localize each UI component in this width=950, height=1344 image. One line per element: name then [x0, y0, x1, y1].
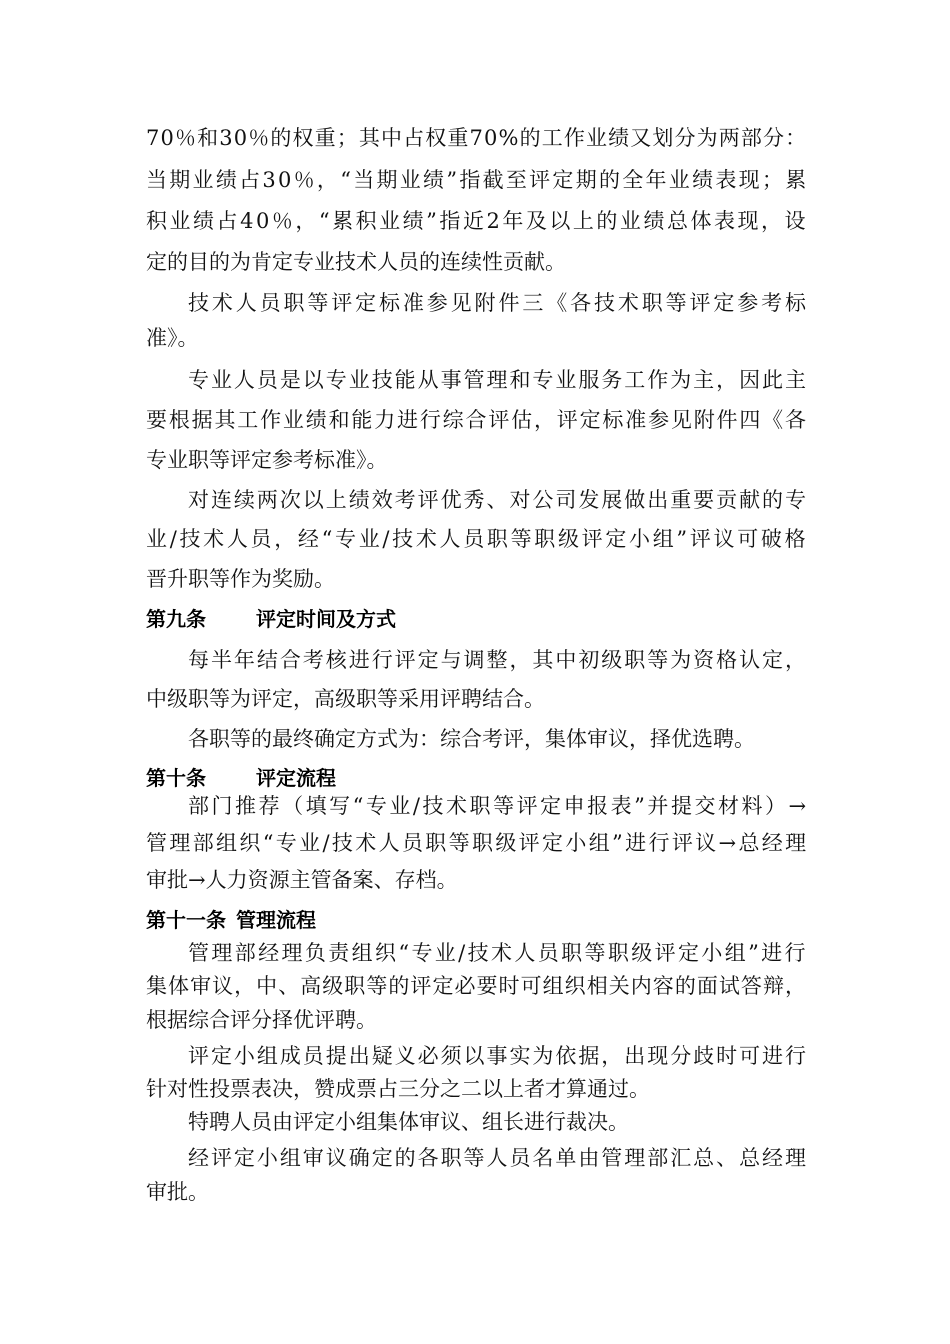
paragraph-line: 审批。: [146, 1180, 209, 1204]
paragraph-line: 技术人员职等评定标准参见附件三《各技术职等评定参考标: [188, 291, 809, 315]
paragraph-line: 管理部经理负责组织“专业/技术人员职等职级评定小组”进行: [188, 941, 808, 965]
paragraph-line: 专业职等评定参考标准》。: [146, 448, 388, 472]
paragraph-line: 评定小组成员提出疑义必须以事实为依据，出现分歧时可进行: [188, 1044, 808, 1068]
article-heading: [146, 605, 396, 633]
article-title: 评定流程: [256, 766, 336, 790]
paragraph-line: 当期业绩占30％，“当期业绩”指截至评定期的全年业绩表现；累: [146, 168, 809, 192]
article-number: 第十一条: [146, 908, 226, 932]
paragraph-line: 每半年结合考核进行评定与调整，其中初级职等为资格认定，: [188, 648, 808, 672]
paragraph-line: 定的目的为肯定专业技术人员的连续性贡献。: [146, 250, 566, 274]
paragraph-line: 晋升职等作为奖励。: [146, 567, 335, 591]
paragraph-line: 对连续两次以上绩效考评优秀、对公司发展做出重要贡献的专: [188, 488, 808, 512]
paragraph-line: 专业人员是以专业技能从事管理和专业服务工作为主，因此主: [188, 368, 808, 392]
paragraph-line: 各职等的最终确定方式为：综合考评，集体审议，择优选聘。: [188, 727, 755, 751]
paragraph-line: 部门推荐（填写“专业/技术职等评定申报表”并提交材料）→: [188, 794, 809, 818]
paragraph-line: 中级职等为评定，高级职等采用评聘结合。: [146, 687, 545, 711]
paragraph-line: 集体审议，中、高级职等的评定必要时可组织相关内容的面试答辩，: [146, 974, 808, 998]
paragraph-line: 业/技术人员，经“专业/技术人员职等职级评定小组”评议可破格: [146, 527, 809, 551]
article-heading: [146, 764, 336, 792]
paragraph-line: 70％和30％的权重；其中占权重70%的工作业绩又划分为两部分：: [146, 126, 808, 150]
paragraph-line: 审批→人力资源主管备案、存档。: [146, 868, 458, 892]
paragraph-line: 管理部组织“专业/技术人员职等职级评定小组”进行评议→总经理: [146, 831, 809, 855]
article-number: 第十条: [146, 766, 206, 790]
article-number: 第九条: [146, 607, 206, 631]
paragraph-line: 特聘人员由评定小组集体审议、组长进行裁决。: [188, 1110, 629, 1134]
article-title: 管理流程: [236, 908, 316, 932]
paragraph-line: 经评定小组审议确定的各职等人员名单由管理部汇总、总经理: [188, 1146, 808, 1170]
paragraph-line: 准》。: [146, 326, 199, 350]
article-title: 评定时间及方式: [256, 607, 396, 631]
paragraph-line: 根据综合评分择优评聘。: [146, 1008, 377, 1032]
article-heading: [146, 906, 316, 934]
paragraph-line: 针对性投票表决，赞成票占三分之二以上者才算通过。: [146, 1077, 650, 1101]
paragraph-line: 积业绩占40％，“累积业绩”指近2年及以上的业绩总体表现，设: [146, 209, 809, 233]
paragraph-line: 要根据其工作业绩和能力进行综合评估，评定标准参见附件四《各: [146, 408, 808, 432]
